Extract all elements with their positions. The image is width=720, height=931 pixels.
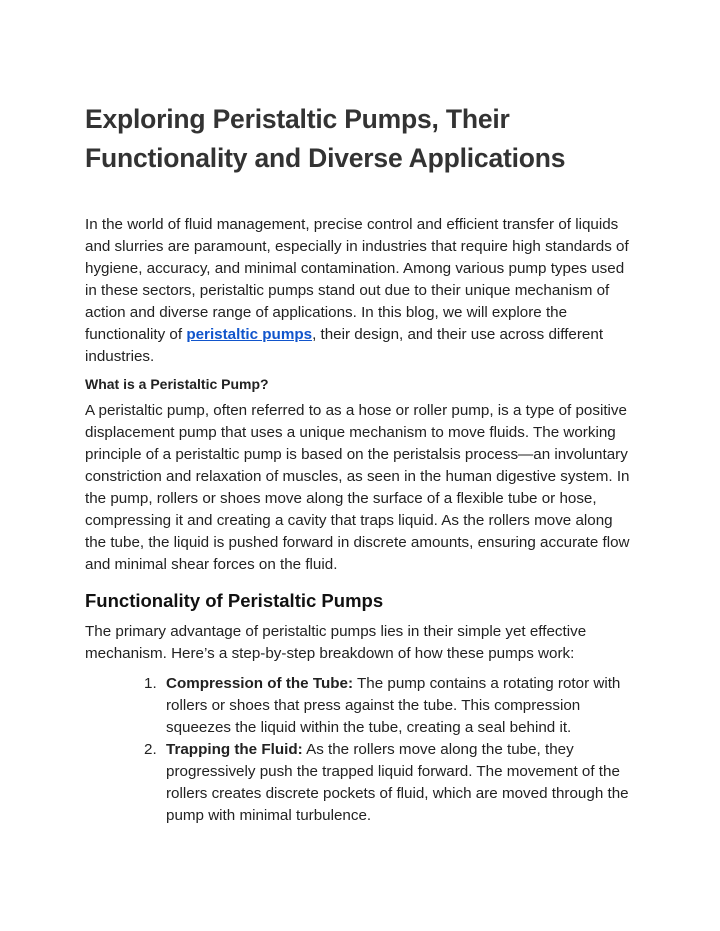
- peristaltic-pumps-link[interactable]: peristaltic pumps: [186, 326, 313, 343]
- list-item-number: 2.: [144, 741, 157, 758]
- list-item-number: 1.: [144, 675, 157, 692]
- document-title: Exploring Peristaltic Pumps, Their Functionality and Diverse Applications: [85, 104, 566, 173]
- list-item-term: Compression of the Tube:: [166, 675, 354, 692]
- list-item-text: As the rollers move along the tube, they progressively push the trapped liquid forward. The movement of the rollers creates discrete pockets of fluid, which are moved through the pump with minimal turbulence.: [166, 741, 629, 824]
- section-heading-functionality: Functionality of Peristaltic Pumps: [85, 590, 384, 611]
- functionality-paragraph: The primary advantage of peristaltic pumps lies in their simple yet effective mechanism. Here’s a step-by-step breakdown of how these pumps work:: [85, 623, 587, 662]
- what-is-paragraph: A peristaltic pump, often referred to as a hose or roller pump, is a type of positive displacement pump that uses a unique mechanism to move fluids. The working principle of a peristaltic pump is based on the peristalsis process—an involuntary constriction and relaxation of muscles, as seen in the human digestive system. In the pump, rollers or shoes move along the surface of a flexible tube or hose, compressing it and creating a cavity that traps liquid. As the rollers move along the tube, the liquid is pushed forward in discrete amounts, ensuring accurate flow and minimal shear forces on the fluid.: [85, 402, 630, 573]
- list-item: [144, 673, 636, 739]
- steps-list: [85, 673, 636, 827]
- section-heading-what-is: What is a Peristaltic Pump?: [85, 376, 269, 392]
- intro-text-before-link: In the world of fluid management, precise control and efficient transfer of liquids and slurries are paramount, especially in industries that require high standards of hygiene, accuracy, and minimal contamination. Among various pump types used in these sectors, peristaltic pumps stand out due to their unique mechanism of action and diverse range of applications. In this blog, we will explore the functionality of: [85, 216, 629, 343]
- list-item: [144, 739, 636, 827]
- intro-text-after-link: , their design, and their use across different industries.: [85, 326, 604, 365]
- intro-paragraph: [85, 214, 636, 368]
- list-item-text: The pump contains a rotating rotor with rollers or shoes that press against the tube. This compression squeezes the liquid within the tube, creating a seal behind it.: [166, 675, 621, 736]
- list-item-term: Trapping the Fluid:: [166, 741, 303, 758]
